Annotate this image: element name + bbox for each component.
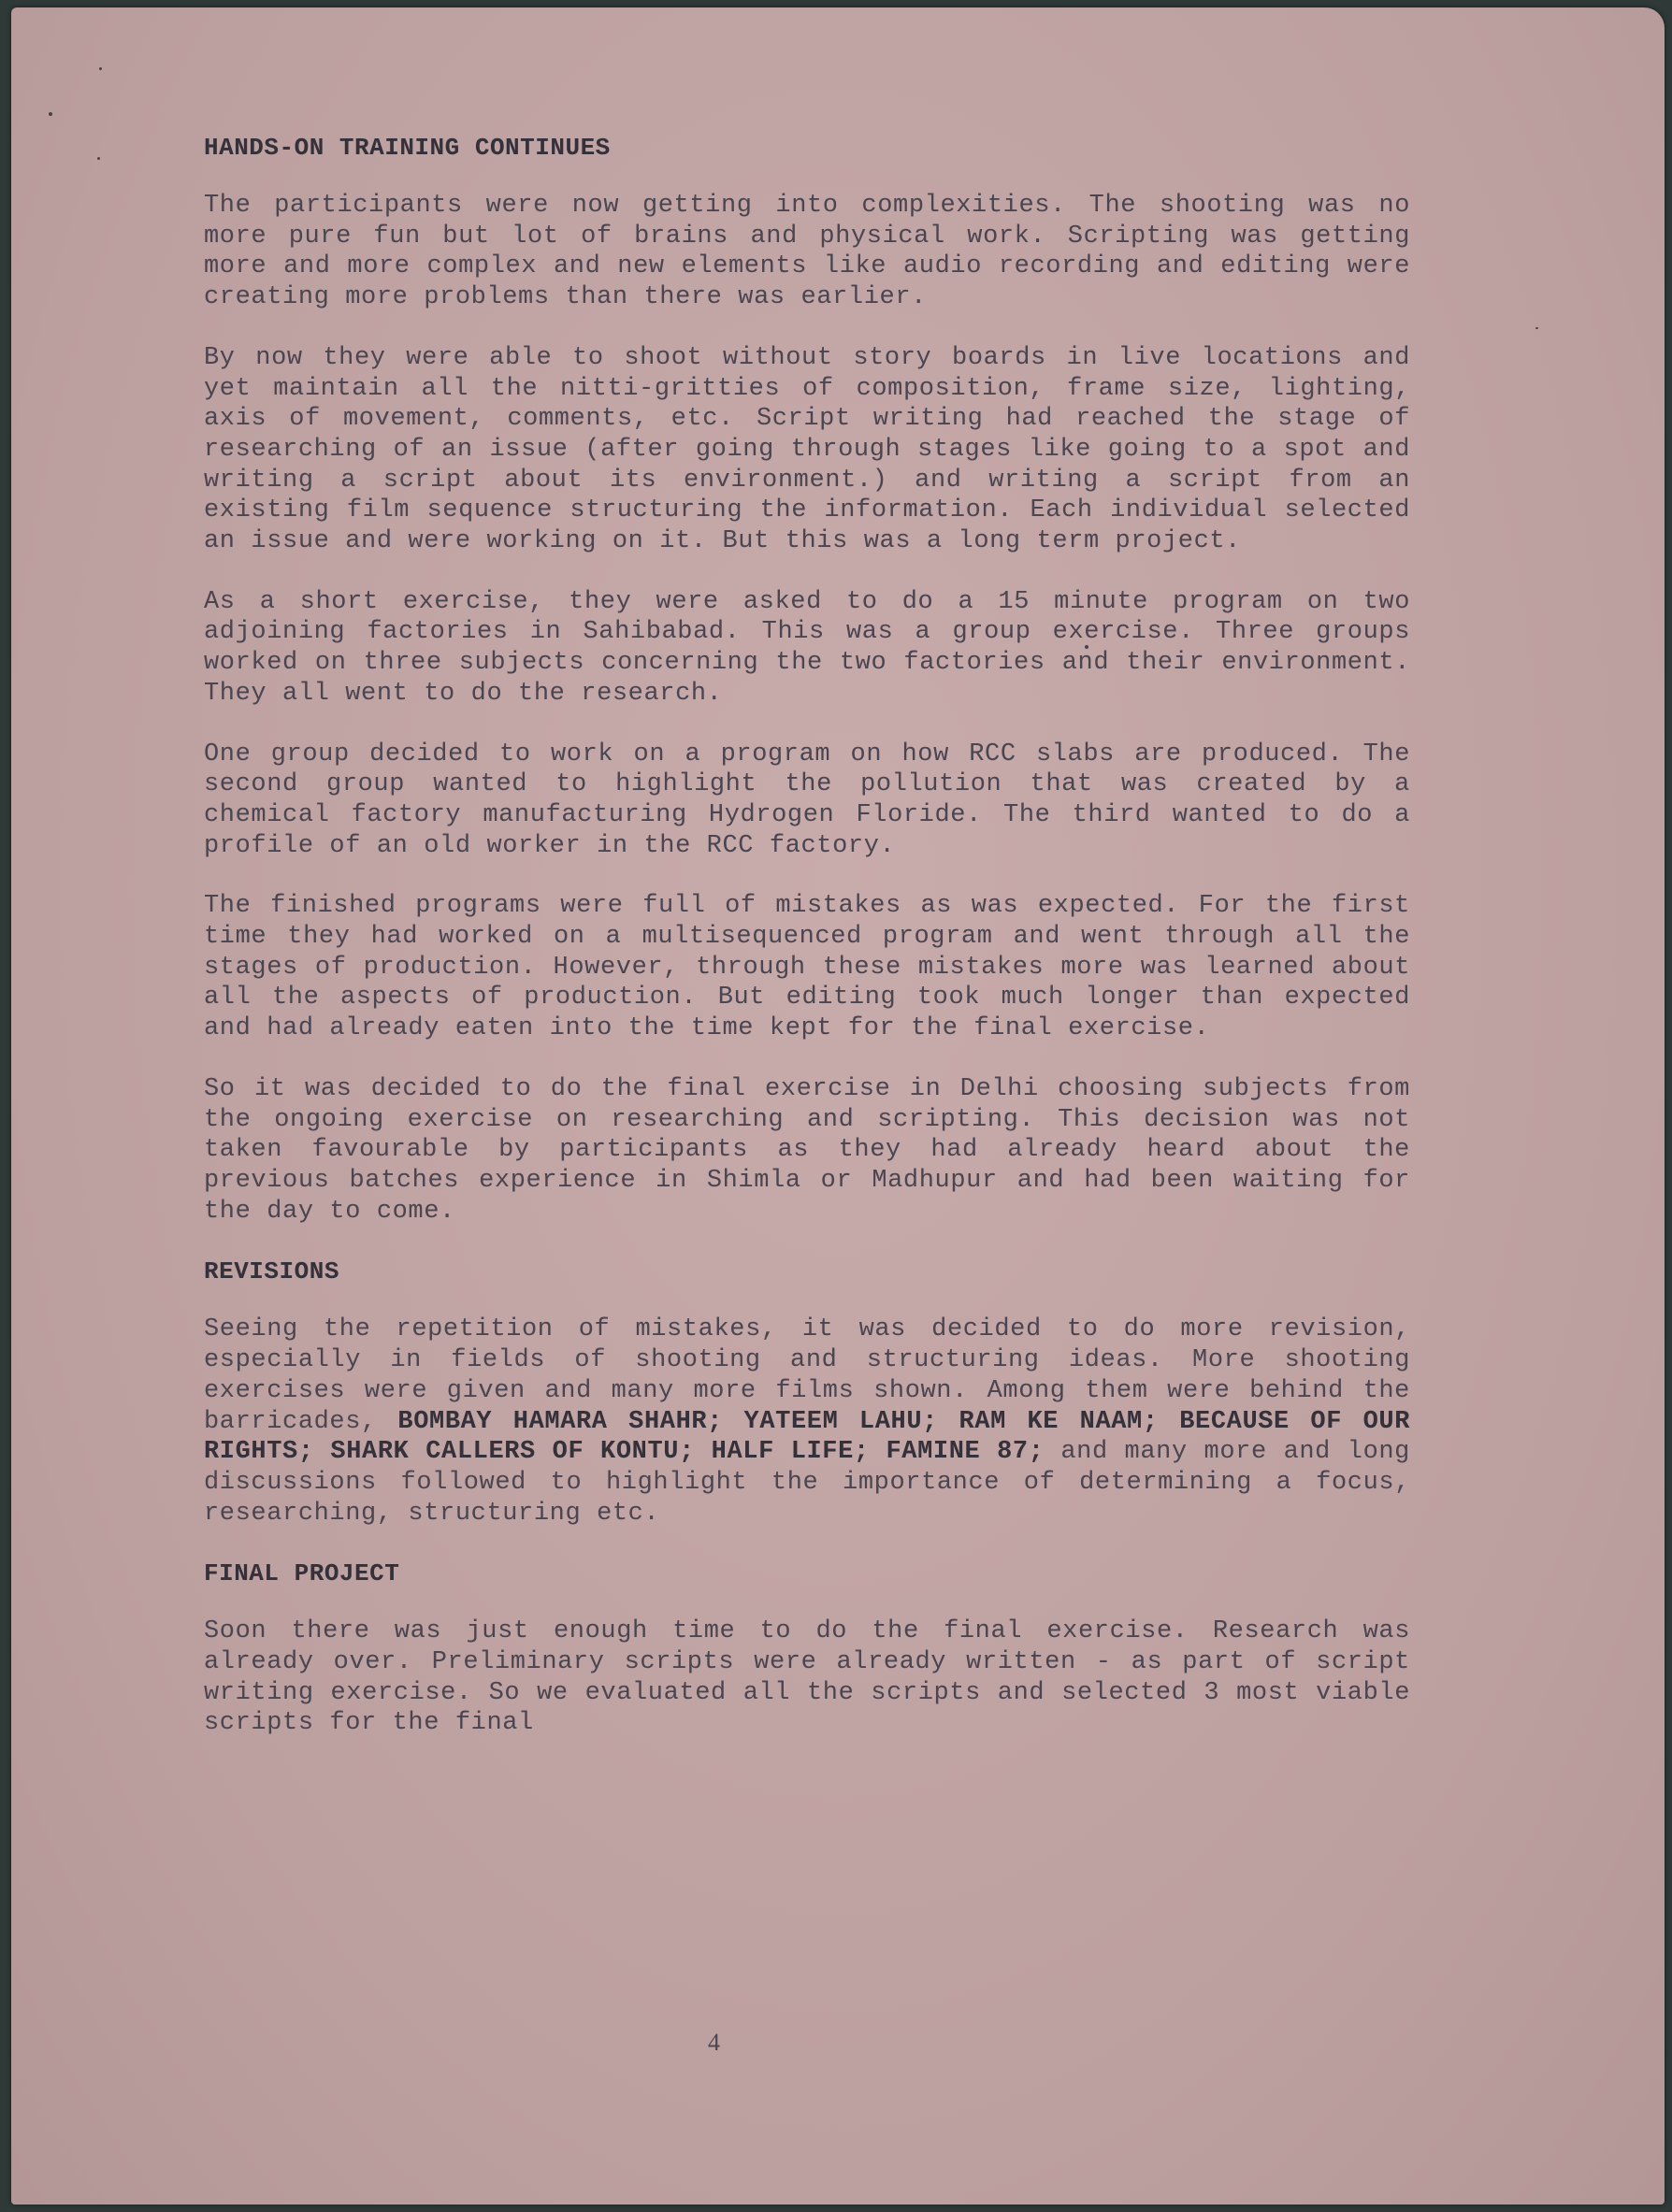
- paper-speck: [49, 112, 52, 116]
- page-number: 4: [708, 2029, 720, 2056]
- section-heading-hands-on: HANDS-ON TRAINING CONTINUES: [204, 134, 611, 162]
- paper-speck: [1535, 327, 1538, 329]
- paragraph: As a short exercise, they were asked to do a 15 minute program on two adjoining factories in Sahibabad. This was a group exercise. Three groups worked on three subjects concerning the two factories and their environment. They all went to do the research.: [204, 587, 1410, 708]
- document-page: [11, 7, 1665, 2205]
- paper-speck: [97, 157, 100, 160]
- section-heading-final-project: FINAL PROJECT: [204, 1559, 400, 1588]
- film-titles: BOMBAY HAMARA SHAHR; YATEEM LAHU; RAM KE NAAM; BECAUSE OF OUR RIGHTS; SHARK CALLERS OF KONTU; HALF LIFE; FAMINE 87;: [204, 1407, 1410, 1467]
- paragraph: Soon there was just enough time to do the final exercise. Research was already over. Preliminary scripts were already written - as part of script writing exercise. So we evaluated all the scripts and selected 3 most viable scripts for the final: [204, 1617, 1410, 1738]
- paragraph-text: Seeing the repetition of mistakes, it was decided to do more revision, especially in fields of shooting and structuring ideas. More shooting exercises were given and many more films shown. Among them were behind the barricades,: [204, 1315, 1410, 1436]
- paragraph: The participants were now getting into complexities. The shooting was no more pure fun but lot of brains and physical work. Scripting was getting more and more complex and new elements like audio recording and editing were creating more problems than there was earlier.: [204, 192, 1410, 312]
- document-body: [204, 133, 1420, 1769]
- paper-speck: [99, 67, 102, 70]
- paragraph: One group decided to work on a program on how RCC slabs are produced. The second group wanted to highlight the pollution that was created by a chemical factory manufacturing Hydrogen Floride. The third wanted to do a profile of an old worker in the RCC factory.: [204, 740, 1410, 860]
- paragraph: The finished programs were full of mistakes as was expected. For the first time they had worked on a multisequenced program and went through all the stages of production. However, through these mistakes more was learned about all the aspects of production. But editing took much longer than expected and had already eaten into the time kept for the final exercise.: [204, 892, 1410, 1043]
- paragraph: [204, 1314, 1410, 1529]
- section-heading-revisions: REVISIONS: [204, 1257, 339, 1286]
- paragraph-text: and many more and long discussions followed to highlight the importance of determining a focus, researching, structuring etc.: [204, 1438, 1410, 1528]
- paragraph: So it was decided to do the final exercise in Delhi choosing subjects from the ongoing exercise on researching and scripting. This decision was not taken favourable by participants as they had already heard about the previous batches experience in Shimla or Madhupur and had been waiting for the day to come.: [204, 1074, 1410, 1226]
- paragraph: By now they were able to shoot without story boards in live locations and yet maintain all the nitti-gritties of composition, frame size, lighting, axis of movement, comments, etc. Script writing had reached the stage of researching of an issue (after going through stages like going to a spot and writing a script about its environment.) and writing a script from an existing film sequence structuring the information. Each individual selected an issue and were working on it. But this was a long term project.: [204, 343, 1410, 556]
